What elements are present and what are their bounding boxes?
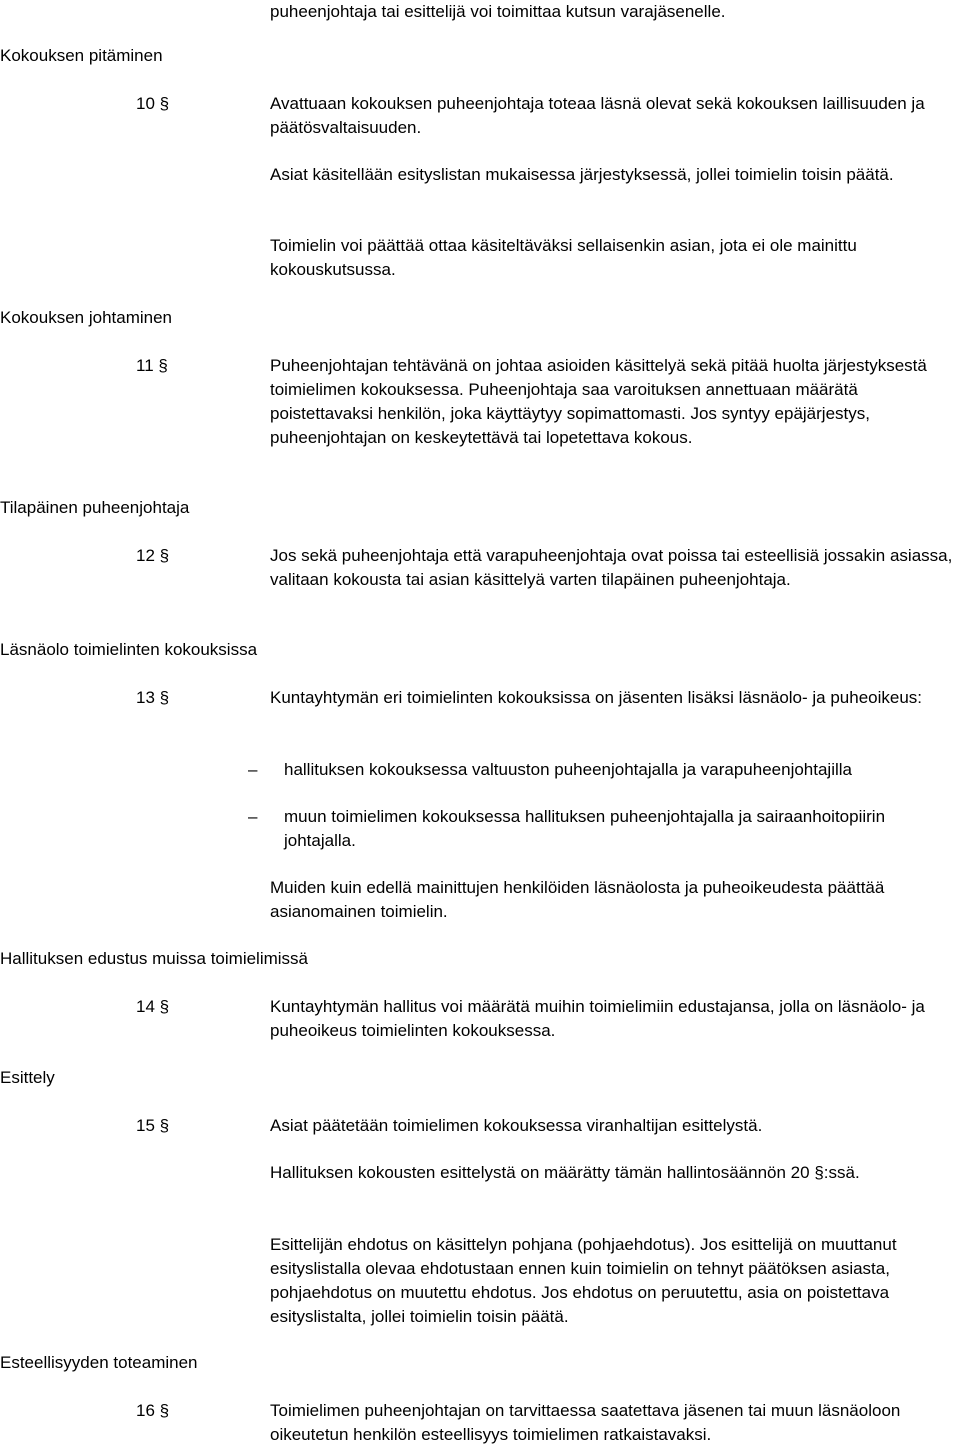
section-number: 16 § [136, 1401, 170, 1420]
paragraph: Asiat käsitellään esityslistan mukaisessa järjestyksessä, jollei toimielin toisin päätä. [270, 165, 894, 184]
dash-icon: – [248, 807, 258, 826]
paragraph: Toimielin voi päättää ottaa käsiteltäväksi sellaisenkin asian, jota ei ole mainittu kokouskutsussa. [270, 236, 857, 279]
paragraph: Puheenjohtajan tehtävänä on johtaa asioiden käsittelyä sekä pitää huolta järjestyksestä toimielimen kokouksessa. Puheenjohtaja saa varoituksen annettuaan määrätä poistettavaksi henkilön, joka käyttäytyy sopimattomasti. Jos syntyy epäjärjestys, puheenjohtajan on keskeytettävä tai lopetettava kokous. [270, 356, 927, 447]
section-heading: Hallituksen edustus muissa toimielimissä [0, 949, 309, 968]
paragraph: Esittelijän ehdotus on käsittelyn pohjana (pohjaehdotus). Jos esittelijä on muuttanut esityslistalla olevaa ehdotustaan ennen kuin toimielin on tehnyt päätöksen asiasta, pohjaehdotus on muutettu ehdotus. Jos ehdotus on peruutettu, asia on poistettava esityslistalta, jollei toimielin toisin päätä. [270, 1235, 897, 1326]
intro-line [270, 0, 960, 24]
section-heading: Kokouksen pitäminen [0, 46, 163, 65]
section-number: 15 § [136, 1116, 170, 1135]
list-item: – muun toimielimen kokouksessa hallituksen puheenjohtajalla ja sairaanhoitopiirin johtajalla. [248, 807, 886, 850]
paragraph: Kuntayhtymän eri toimielinten kokouksissa on jäsenten lisäksi läsnäolo- ja puheoikeus: [270, 688, 923, 707]
paragraph: Muiden kuin edellä mainittujen henkilöiden läsnäolosta ja puheoikeudesta päättää asianomainen toimielin. [270, 878, 885, 921]
paragraph: Avattuaan kokouksen puheenjohtaja toteaa läsnä olevat sekä kokouksen laillisuuden ja päätösvaltaisuuden. [270, 94, 925, 137]
section-number: 12 § [136, 546, 170, 565]
dash-icon: – [248, 760, 258, 779]
list-item: – hallituksen kokouksessa valtuuston puheenjohtajalla ja varapuheenjohtajilla [248, 758, 948, 782]
paragraph: Hallituksen kokousten esittelystä on määrätty tämän hallintosäännön 20 §:ssä. [270, 1163, 860, 1182]
paragraph: Toimielimen puheenjohtajan on tarvittaessa saatettava jäsenen tai muun läsnäoloon oikeutetun henkilön esteellisyys toimielimen ratkaistavaksi. [270, 1401, 901, 1444]
section-number: 14 § [136, 997, 170, 1016]
section-number: 11 § [136, 356, 168, 375]
section-number: 10 § [136, 94, 170, 113]
section-heading: Esittely [0, 1068, 55, 1087]
section-heading: Esteellisyyden toteaminen [0, 1353, 198, 1372]
section-heading: Läsnäolo toimielinten kokouksissa [0, 640, 258, 659]
paragraph: puheenjohtaja tai esittelijä voi toimittaa kutsun varajäsenelle. [270, 2, 726, 21]
paragraph: Asiat päätetään toimielimen kokouksessa viranhaltijan esittelystä. [270, 1116, 763, 1135]
section-heading: Tilapäinen puheenjohtaja [0, 498, 190, 517]
paragraph: Kuntayhtymän hallitus voi määrätä muihin toimielimiin edustajansa, jolla on läsnäolo- ja puheoikeus toimielinten kokouksessa. [270, 997, 925, 1040]
section-number: 13 § [136, 688, 170, 707]
section-heading: Kokouksen johtaminen [0, 308, 173, 327]
paragraph: Jos sekä puheenjohtaja että varapuheenjohtaja ovat poissa tai esteellisiä jossakin asiassa, valitaan kokousta tai asian käsittelyä varten tilapäinen puheenjohtaja. [270, 546, 953, 589]
